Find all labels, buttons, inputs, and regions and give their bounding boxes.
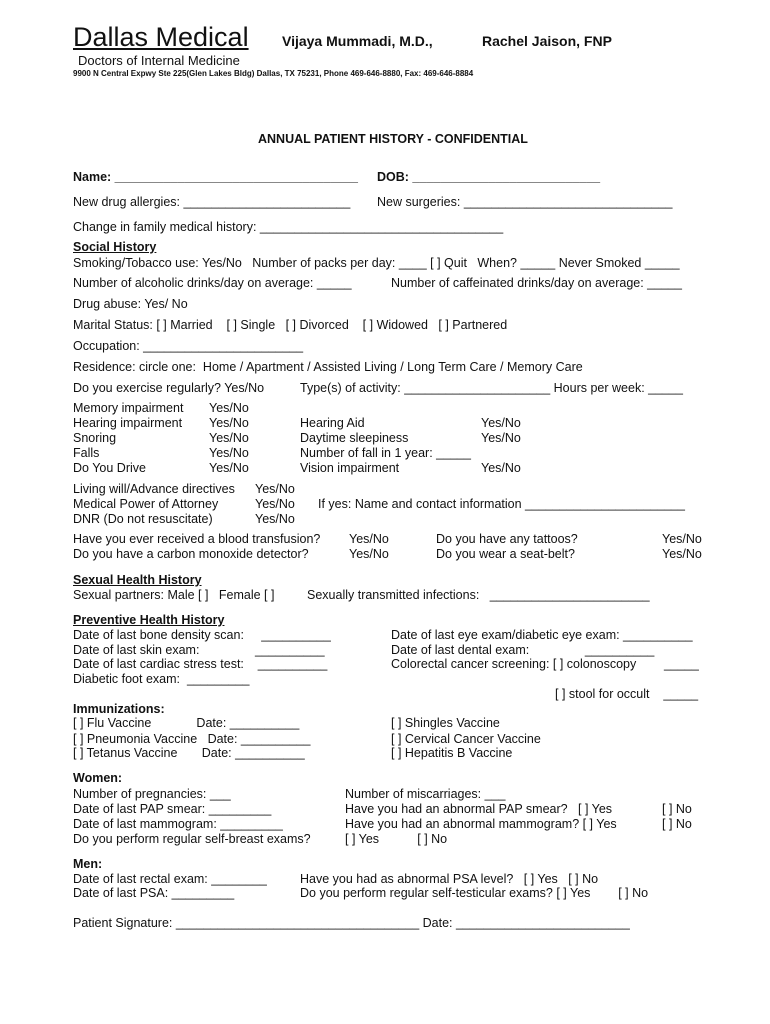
- exercise-field[interactable]: Do you exercise regularly? Yes/No: [73, 381, 265, 395]
- dental-exam-field[interactable]: Date of last dental exam: __________: [391, 643, 655, 657]
- condition-label: Vision impairment: [300, 461, 400, 475]
- directive-label: Medical Power of Attorney: [73, 497, 219, 511]
- condition-label: Falls: [73, 446, 100, 460]
- abnormal-pap-no[interactable]: [ ] No: [662, 802, 692, 816]
- smoking-field[interactable]: Smoking/Tobacco use: Yes/No Number of packs per day: ____ [ ] Quit When? _____ Never Smoked _____: [73, 256, 680, 270]
- condition-label: Snoring: [73, 431, 117, 445]
- testicular-exam-question[interactable]: Do you perform regular self-testicular exams? [ ] Yes [ ] No: [300, 886, 649, 900]
- caffeine-field[interactable]: Number of caffeinated drinks/day on average: _____: [391, 276, 682, 290]
- dob-field[interactable]: DOB: ___________________________: [377, 170, 601, 184]
- residence-field[interactable]: Residence: circle one: Home / Apartment / Assisted Living / Long Term Care / Memory Care: [73, 360, 583, 374]
- seatbelt-question: Do you wear a seat-belt?: [436, 547, 575, 561]
- rectal-exam-field[interactable]: Date of last rectal exam: ________: [73, 872, 267, 886]
- tattoos-yes-no[interactable]: Yes/No: [662, 532, 702, 546]
- abnormal-pap-question[interactable]: Have you had an abnormal PAP smear? [ ] Yes: [345, 802, 613, 816]
- directive-yes-no[interactable]: Yes/No: [255, 482, 295, 496]
- condition-yes-no[interactable]: Yes/No: [209, 461, 249, 475]
- doctor-name-2: Rachel Jaison, FNP: [482, 33, 612, 49]
- vaccine-row[interactable]: [ ] Tetanus Vaccine Date: __________: [73, 746, 305, 760]
- pap-smear-date-field[interactable]: Date of last PAP smear: _________: [73, 802, 272, 816]
- vaccine-row[interactable]: [ ] Flu Vaccine Date: __________: [73, 716, 300, 730]
- doctor-name-1: Vijaya Mummadi, M.D.,: [282, 33, 433, 49]
- psa-date-field[interactable]: Date of last PSA: _________: [73, 886, 235, 900]
- men-heading: Men:: [73, 857, 103, 871]
- condition-yes-no[interactable]: Yes/No: [209, 416, 249, 430]
- condition-yes-no[interactable]: Yes/No: [481, 416, 521, 430]
- self-breast-exam-options[interactable]: [ ] Yes [ ] No: [345, 832, 448, 846]
- stool-occult-field[interactable]: [ ] stool for occult _____: [555, 687, 699, 701]
- vaccine-row[interactable]: [ ] Shingles Vaccine: [391, 716, 500, 730]
- directive-yes-no[interactable]: Yes/No: [255, 512, 295, 526]
- condition-label: Hearing Aid: [300, 416, 365, 430]
- condition-label: Hearing impairment: [73, 416, 183, 430]
- marital-status-field[interactable]: Marital Status: [ ] Married [ ] Single [ ] Divorced [ ] Widowed [ ] Partnered: [73, 318, 508, 332]
- occupation-field[interactable]: Occupation: _______________________: [73, 339, 304, 353]
- vaccine-row[interactable]: [ ] Pneumonia Vaccine Date: __________: [73, 732, 311, 746]
- directive-label: Living will/Advance directives: [73, 482, 235, 496]
- clinic-name: Dallas Medical: [73, 22, 249, 52]
- bone-density-field[interactable]: Date of last bone density scan: __________: [73, 628, 331, 642]
- drug-allergies-field[interactable]: New drug allergies: ________________________: [73, 195, 351, 209]
- abnormal-mammogram-question[interactable]: Have you had an abnormal mammogram? [ ] Yes: [345, 817, 617, 831]
- activity-field[interactable]: Type(s) of activity: _____________________ Hours per week: _____: [300, 381, 683, 395]
- transfusion-question: Have you ever received a blood transfusion?: [73, 532, 321, 546]
- skin-exam-field[interactable]: Date of last skin exam: __________: [73, 643, 325, 657]
- condition-label: Daytime sleepiness: [300, 431, 409, 445]
- signature-field[interactable]: Patient Signature: ___________________________________ Date: _________________________: [73, 916, 630, 930]
- social-history-heading: Social History: [73, 240, 157, 254]
- eye-exam-field[interactable]: Date of last eye exam/diabetic eye exam: __________: [391, 628, 693, 642]
- clinic-address: 9900 N Central Expwy Ste 225(Glen Lakes Bldg) Dallas, TX 75231, Phone 469-646-8880, Fax: 469-646-8884: [73, 69, 474, 78]
- contact-info-field[interactable]: If yes: Name and contact information _______________________: [318, 497, 685, 511]
- abnormal-mammogram-no[interactable]: [ ] No: [662, 817, 692, 831]
- sexual-history-heading: Sexual Health History: [73, 573, 202, 587]
- directive-yes-no[interactable]: Yes/No: [255, 497, 295, 511]
- mammogram-date-field[interactable]: Date of last mammogram: _________: [73, 817, 283, 831]
- colorectal-screening-field[interactable]: Colorectal cancer screening: [ ] colonoscopy _____: [391, 657, 699, 671]
- vaccine-row[interactable]: [ ] Hepatitis B Vaccine: [391, 746, 513, 760]
- pregnancies-field[interactable]: Number of pregnancies: ___: [73, 787, 231, 801]
- condition-label: Memory impairment: [73, 401, 184, 415]
- vaccine-row[interactable]: [ ] Cervical Cancer Vaccine: [391, 732, 541, 746]
- sti-field[interactable]: Sexually transmitted infections: _______________________: [307, 588, 650, 602]
- seatbelt-yes-no[interactable]: Yes/No: [662, 547, 702, 561]
- directive-label: DNR (Do not resuscitate): [73, 512, 213, 526]
- condition-yes-no[interactable]: Yes/No: [481, 431, 521, 445]
- condition-label: Do You Drive: [73, 461, 146, 475]
- form-title: ANNUAL PATIENT HISTORY - CONFIDENTIAL: [258, 132, 528, 146]
- transfusion-yes-no[interactable]: Yes/No: [349, 532, 389, 546]
- condition-yes-no[interactable]: Yes/No: [209, 446, 249, 460]
- miscarriages-field[interactable]: Number of miscarriages: ___: [345, 787, 506, 801]
- co-detector-question: Do you have a carbon monoxide detector?: [73, 547, 309, 561]
- psa-level-question[interactable]: Have you had as abnormal PSA level? [ ] Yes [ ] No: [300, 872, 599, 886]
- surgeries-field[interactable]: New surgeries: ______________________________: [377, 195, 673, 209]
- family-history-field[interactable]: Change in family medical history: ___________________________________: [73, 220, 504, 234]
- foot-exam-field[interactable]: Diabetic foot exam: _________: [73, 672, 250, 686]
- alcohol-field[interactable]: Number of alcoholic drinks/day on average: _____: [73, 276, 352, 290]
- falls-count-field[interactable]: Number of fall in 1 year: _____: [300, 446, 471, 460]
- clinic-subtitle: Doctors of Internal Medicine: [78, 53, 240, 68]
- condition-yes-no[interactable]: Yes/No: [209, 401, 249, 415]
- name-field[interactable]: Name: ___________________________________: [73, 170, 358, 184]
- drug-abuse-field[interactable]: Drug abuse: Yes/ No: [73, 297, 188, 311]
- preventive-history-heading: Preventive Health History: [73, 613, 225, 627]
- condition-yes-no[interactable]: Yes/No: [209, 431, 249, 445]
- sexual-partners-field[interactable]: Sexual partners: Male [ ] Female [ ]: [73, 588, 275, 602]
- co-detector-yes-no[interactable]: Yes/No: [349, 547, 389, 561]
- stress-test-field[interactable]: Date of last cardiac stress test: __________: [73, 657, 328, 671]
- self-breast-exam-question: Do you perform regular self-breast exams?: [73, 832, 311, 846]
- immunizations-heading: Immunizations:: [73, 702, 165, 716]
- condition-yes-no[interactable]: Yes/No: [481, 461, 521, 475]
- tattoos-question: Do you have any tattoos?: [436, 532, 578, 546]
- women-heading: Women:: [73, 771, 123, 785]
